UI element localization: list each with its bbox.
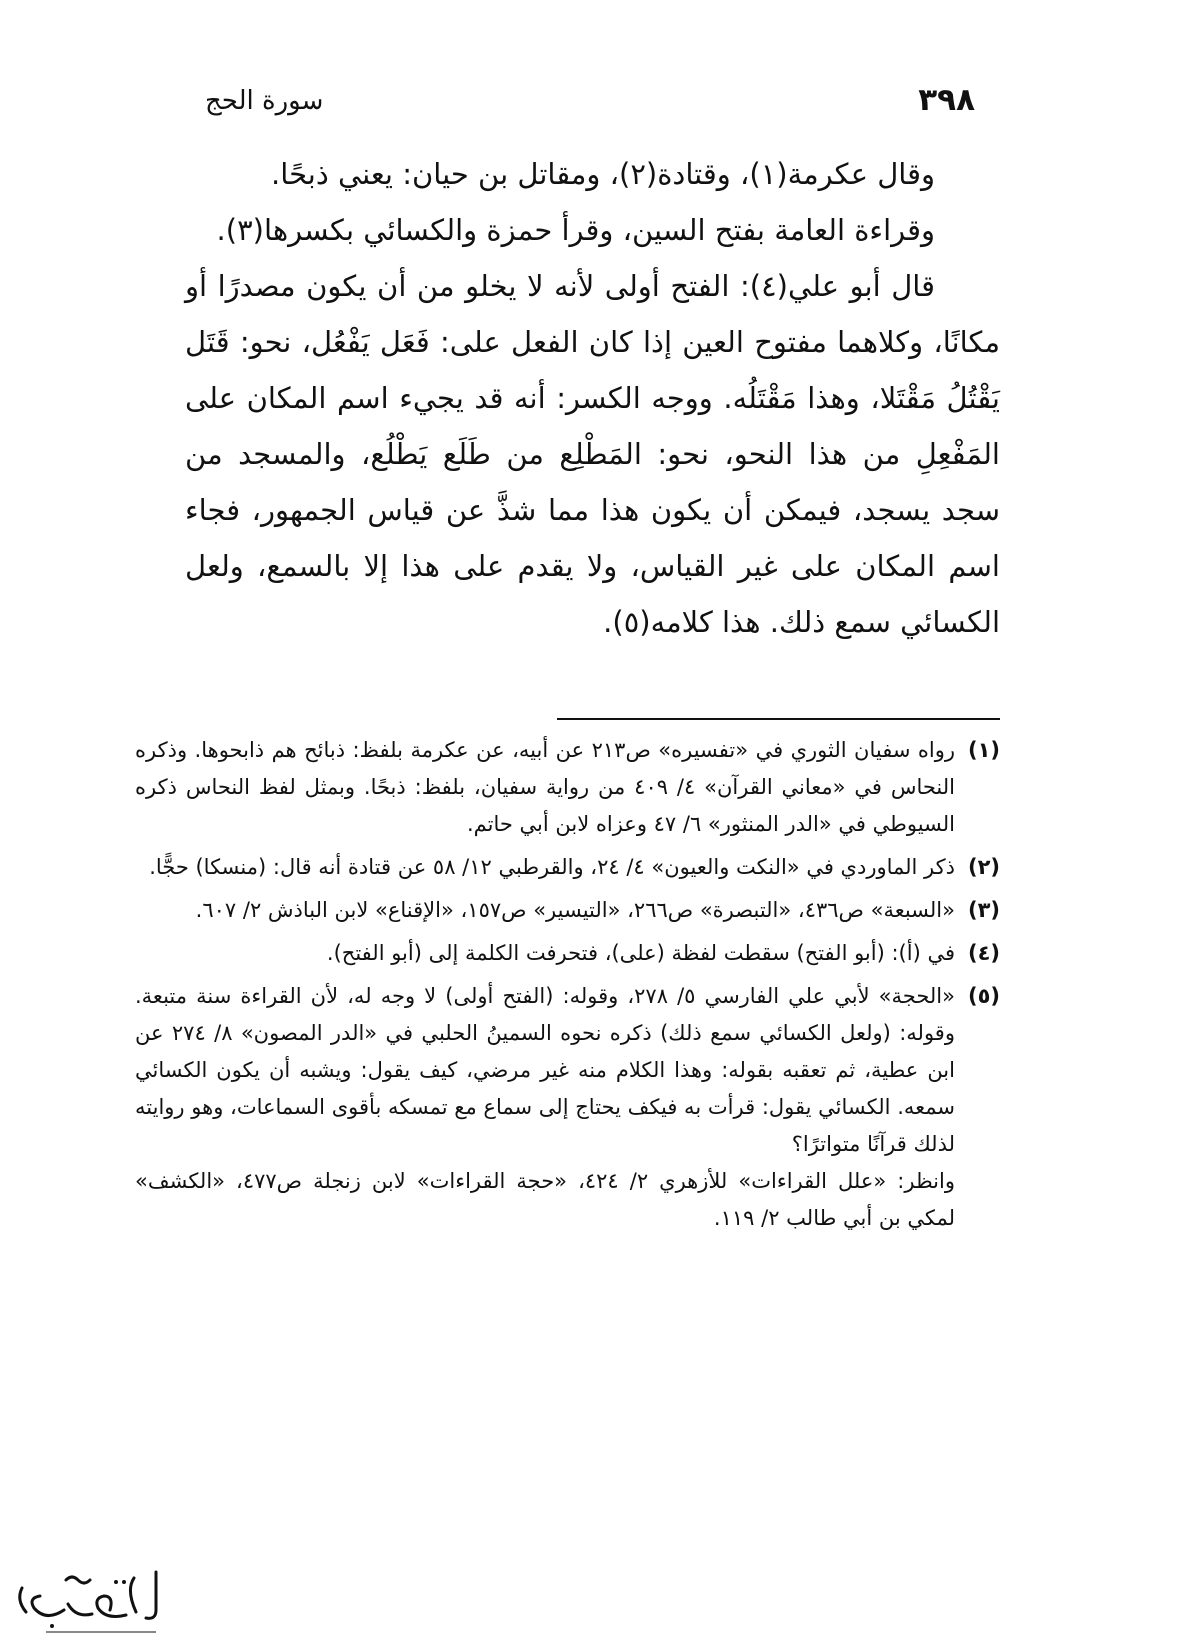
footnote-number: (٣) [967,898,1000,922]
footnote [135,978,1000,1237]
footnote-text-continued: وانظر: «علل القراءات» للأزهري ٢/ ٤٢٤، «حجة القراءات» لابن زنجلة ص٤٧٧، «الكشف» لمكي بن أبي طالب ٢/ ١١٩. [135,1169,955,1230]
paragraph: وقال عكرمة(١)، وقتادة(٢)، ومقاتل بن حيان: يعني ذبحًا. [271,157,935,191]
main-text [185,146,1000,650]
footnote-number: (١) [967,738,1000,762]
footnote-text: رواه سفيان الثوري في «تفسيره» ص٢١٣ عن أبيه، عن عكرمة بلفظ: ذبائح هم ذابحوها. وذكره النحاس في «معاني القرآن» ٤/ ٤٠٩ من رواية سفيان، بلفظ: ذبحًا. وبمثل لفظ النحاس ذكره السيوطي في «الدر المنثور» ٦/ ٤٧ وعزاه لابن أبي حاتم. [135,738,955,836]
page-header [205,82,975,130]
footnote [135,732,1000,843]
page-number: ٣٩٨ [918,82,975,118]
footnote [135,892,1000,929]
footnotes [135,732,1000,1243]
footnote [135,849,1000,886]
paragraph: قال أبو علي(٤): الفتح أولى لأنه لا يخلو من أن يكون مصدرًا أو مكانًا، وكلاهما مفتوح العين إذا كان الفعل على: فَعَل يَفْعُل، نحو: قَتَل يَقْتُلُ مَقْتَلا، وهذا مَقْتَلُه. ووجه الكسر: أنه قد يجيء اسم المكان على المَفْعِلِ من هذا النحو، نحو: المَطْلِع من طَلَع يَطْلُع، والمسجد من سجد يسجد، فيمكن أن يكون هذا مما شذَّ عن قياس الجمهور، فجاء اسم المكان على غير القياس، ولا يقدم على هذا إلا بالسمع، ولعل الكسائي سمع ذلك. هذا كلامه(٥). [185,269,1000,639]
footnote-number: (٤) [967,941,1000,965]
footnote-text: ذكر الماوردي في «النكت والعيون» ٤/ ٢٤، والقرطبي ١٢/ ٥٨ عن قتادة أنه قال: (منسكا) حجًّا. [149,855,955,879]
footnote-divider [557,718,1000,720]
footnote-text: «الحجة» لأبي علي الفارسي ٥/ ٢٧٨، وقوله: (الفتح أولى) لا وجه له، لأن القراءة سنة متبعة. وقوله: (ولعل الكسائي سمع ذلك) ذكره نحوه السمينُ الحلبي في «الدر المصون» ٨/ ٢٧٤ عن ابن عطية، ثم تعقبه بقوله: وهذا الكلام منه غير مرضي، كيف يقول: ويشبه أن يكون الكسائي سمعه. الكسائي يقول: قرأت به فيكف يحتاج إلى سماع مع تمسكه بأقوى السماعات، وهو روايته لذلك قرآنًا متواترًا؟ [135,984,955,1156]
publisher-logo [6,1560,166,1640]
footnote [135,935,1000,972]
footnote-text: «السبعة» ص٤٣٦، «التبصرة» ص٢٦٦، «التيسير» ص١٥٧، «الإقناع» لابن الباذش ٢/ ٦٠٧. [195,898,955,922]
surah-title: سورة الحج [205,86,324,116]
paragraph: وقراءة العامة بفتح السين، وقرأ حمزة والكسائي بكسرها(٣). [216,213,935,247]
footnote-number: (٢) [967,855,1000,879]
footnote-text: في (أ): (أبو الفتح) سقطت لفظة (على)، فتحرفت الكلمة إلى (أبو الفتح). [326,941,955,965]
footnote-number: (٥) [967,984,1000,1008]
